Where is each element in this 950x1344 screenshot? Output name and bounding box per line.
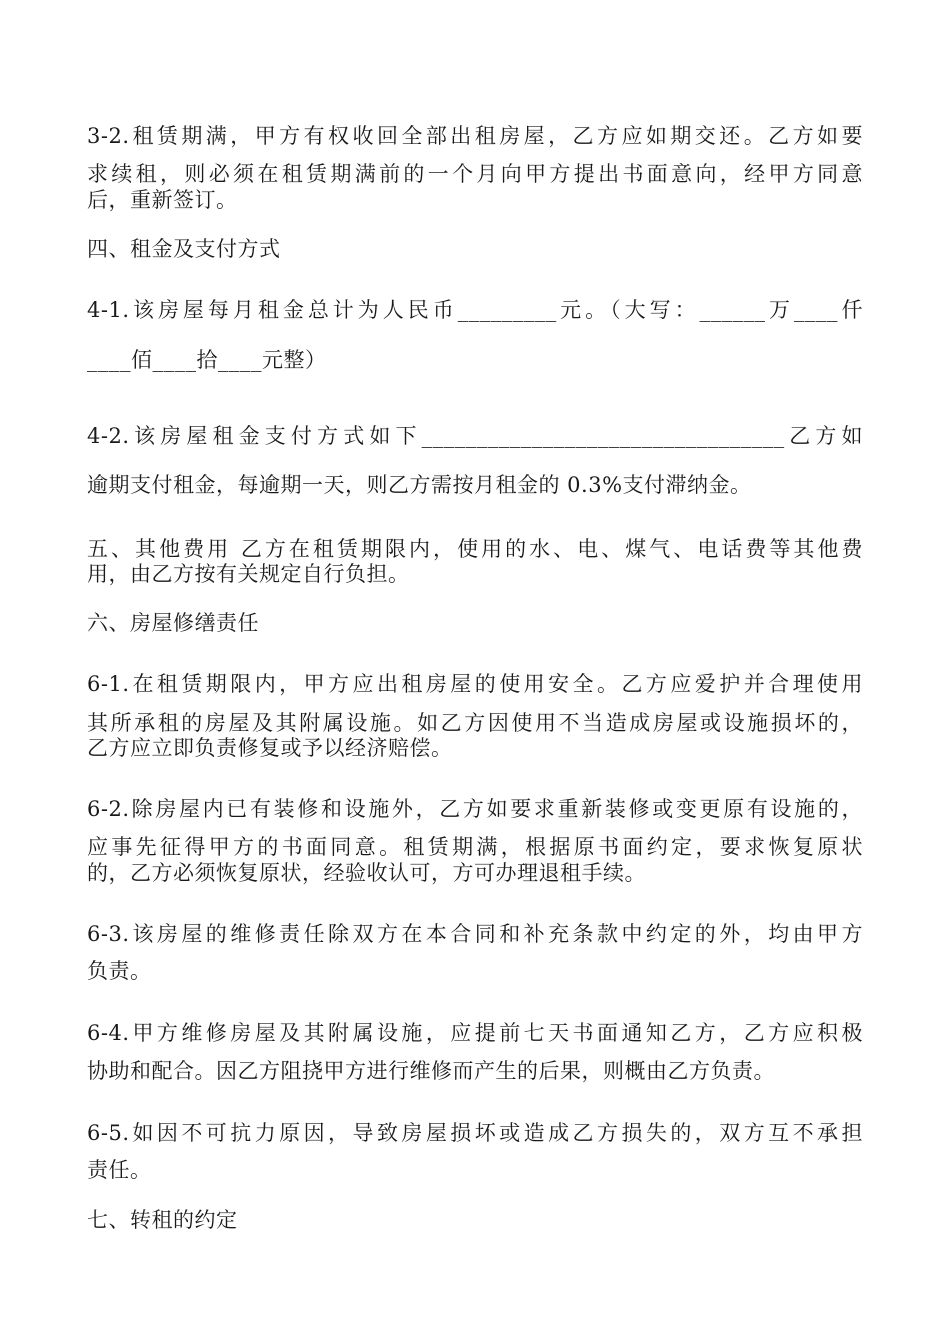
text-line: 应事先征得甲方的书面同意。租赁期满，根据原书面约定，要求恢复原状 (87, 835, 863, 859)
text-line: 逾期支付租金，每逾期一天，则乙方需按月租金的 0.3%支付滞纳金。 (87, 473, 752, 497)
text-line: 6-4.甲方维修房屋及其附属设施，应提前七天书面通知乙方，乙方应积极 (87, 1021, 863, 1045)
text-line: 求续租，则必须在租赁期满前的一个月向甲方提出书面意向，经甲方同意 (87, 162, 863, 186)
section-heading: 四、租金及支付方式 (87, 237, 281, 261)
text-line: 的，乙方必须恢复原状，经验收认可，方可办理退租手续。 (87, 861, 646, 885)
text-line: 6-3.该房屋的维修责任除双方在本合同和补充条款中约定的外，均由甲方 (87, 922, 863, 946)
text-line: 6-1.在租赁期限内，甲方应出租房屋的使用安全。乙方应爱护并合理使用 (87, 672, 863, 696)
text-line: 后，重新签订。 (87, 188, 238, 212)
text-line: 4-1.该房屋每月租金总计为人民币_________元。（大写：______万____仟 (87, 298, 863, 322)
text-line: ____佰____拾____元整） (87, 348, 327, 372)
text-line: 6-2.除房屋内已有装修和设施外，乙方如要求重新装修或变更原有设施的， (87, 797, 863, 821)
text-line: 负责。 (87, 959, 152, 983)
text-line: 3-2.租赁期满，甲方有权收回全部出租房屋，乙方应如期交还。乙方如要 (87, 124, 863, 148)
section-heading: 七、转租的约定 (87, 1208, 238, 1232)
text-line: 用，由乙方按有关规定自行负担。 (87, 562, 410, 586)
text-line: 五、其他费用 乙方在租赁期限内，使用的水、电、煤气、电话费等其他费 (87, 537, 863, 561)
text-line: 乙方应立即负责修复或予以经济赔偿。 (87, 736, 453, 760)
text-line: 6-5.如因不可抗力原因，导致房屋损坏或造成乙方损失的，双方互不承担 (87, 1121, 863, 1145)
text-line: 其所承租的房屋及其附属设施。如乙方因使用不当造成房屋或设施损坏的， (87, 711, 863, 735)
section-heading: 六、房屋修缮责任 (87, 611, 259, 635)
text-line: 协助和配合。因乙方阻挠甲方进行维修而产生的后果，则概由乙方负责。 (87, 1059, 775, 1083)
text-line: 责任。 (87, 1158, 152, 1182)
text-line: 4-2.该房屋租金支付方式如下_________________________________乙方如 (87, 424, 863, 448)
